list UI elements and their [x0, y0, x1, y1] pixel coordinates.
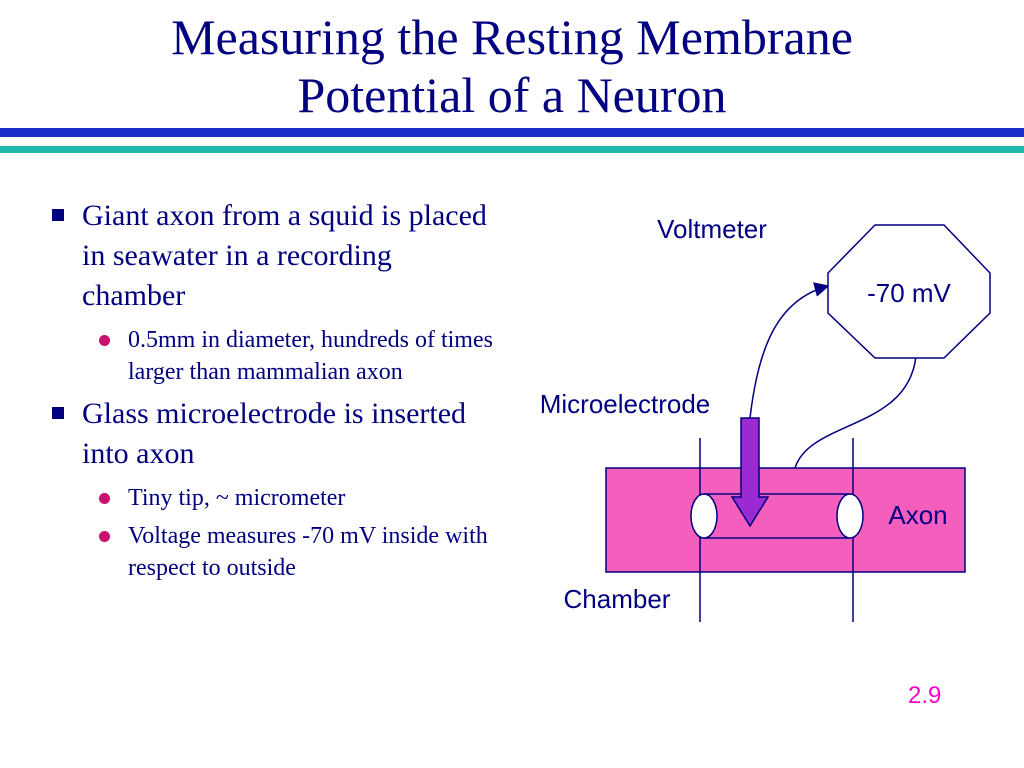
axon-end-right — [837, 494, 863, 538]
axon-label: Axon — [888, 500, 948, 530]
reference-lead-wire — [795, 356, 916, 468]
microelectrode-label: Microelectrode — [539, 389, 711, 419]
title-line-1: Measuring the Resting Membrane — [171, 9, 853, 65]
voltmeter-label: Voltmeter — [657, 214, 767, 244]
title-line-2: Potential of a Neuron — [297, 67, 727, 123]
sub-bullet-text: Voltage measures -70 mV inside with respect to outside — [128, 523, 488, 581]
bullet-text: Glass microelectrode is inserted into axon — [82, 397, 467, 470]
sub-bullet-text: 0.5mm in diameter, hundreds of times larger than mammalian axon — [128, 327, 493, 385]
bullet-text: Giant axon from a squid is placed in seawater in a recording chamber — [82, 199, 487, 312]
meter-reading: -70 mV — [867, 278, 951, 308]
axon-end-left — [691, 494, 717, 538]
sub-bullet-text: Tiny tip, ~ micrometer — [128, 485, 346, 511]
chamber-label: Chamber — [563, 584, 671, 614]
page-number: 2.9 — [908, 682, 942, 709]
electrode-lead-wire — [750, 286, 828, 418]
